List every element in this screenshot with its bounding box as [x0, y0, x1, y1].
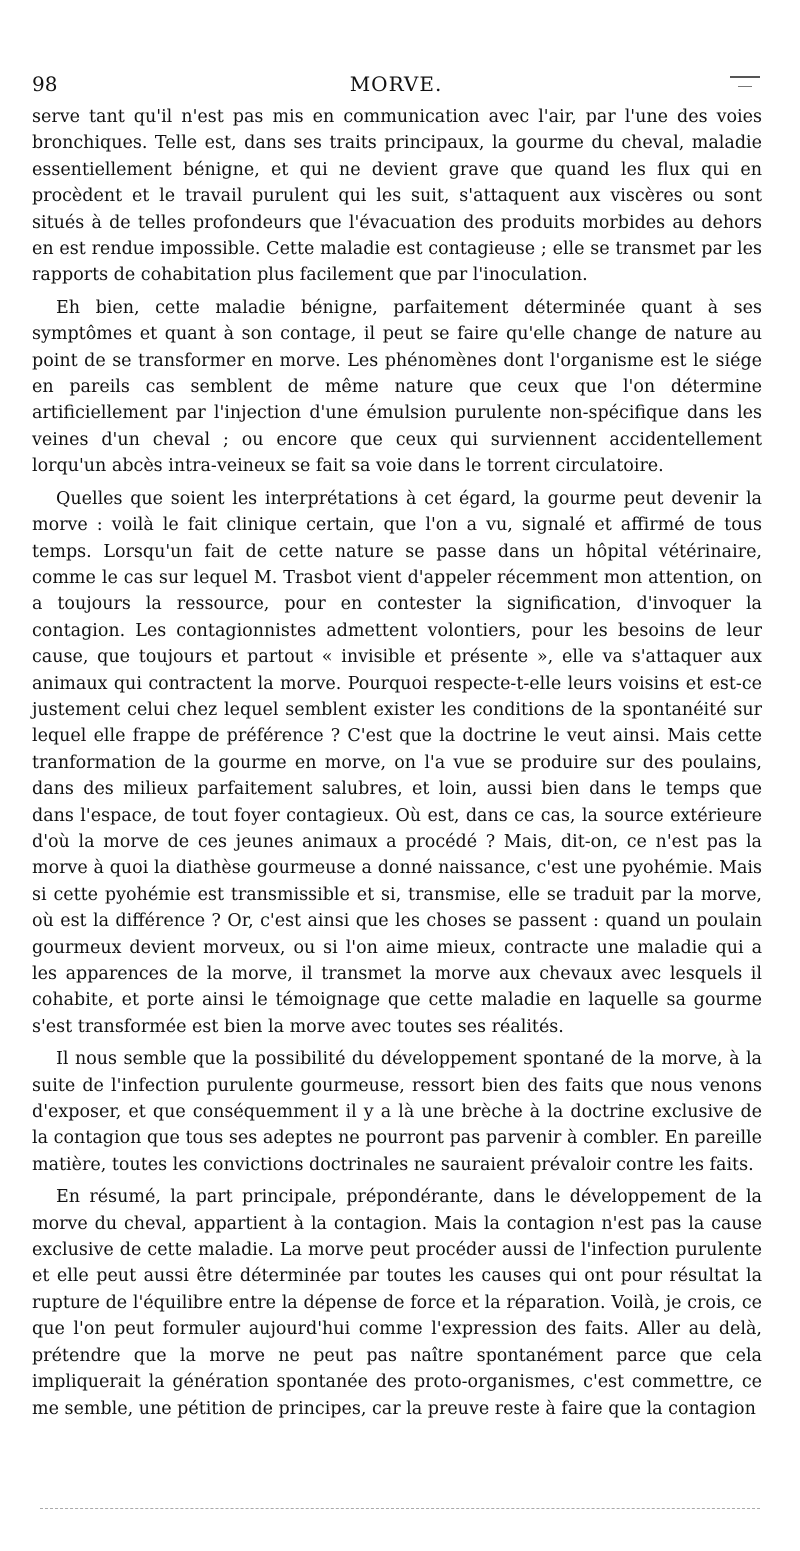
- paragraph-2: Eh bien, cette maladie bénigne, parfaitement déterminée quant à ses symptômes et quant à son contage, il peut se faire qu'elle change de nature au point de se transformer en morve. Les phénomènes dont l'organisme est le siége en pareils cas semblent de même nature que ceux que l'on détermine artificiellement par l'injection d'une émulsion purulente non-spécifique dans les veines d'un cheval ; ou encore que ceux qui surviennent accidentellement lorqu'un abcès intra-veineux se fait sa voie dans le torrent circulatoire.: [32, 297, 762, 477]
- paragraph-1: serve tant qu'il n'est pas mis en communication avec l'air, par l'une des voies bronchiques. Telle est, dans ses traits principaux, la gourme du cheval, maladie essentiellement bénigne, et qui ne devient grave que quand les flux qui en procèdent et le travail purulent qui les suit, s'attaquent aux viscères ou sont situés à de telles profondeurs que l'évacuation des produits morbides au dehors en est rendue impossible. Cette maladie est contagieuse ; elle se transmet par les rapports de cohabitation plus facilement que par l'inoculation.: [32, 107, 762, 286]
- page-number: 98: [32, 72, 58, 96]
- paragraph-4: Il nous semble que la possibilité du développement spontané de la morve, à la suite de l'infection purulente gourmeuse, ressort bien des faits que nous venons d'exposer, et que conséquemment il y a là une brèche à la doctrine exclusive de la contagion que tous ses adeptes ne pourront pas parvenir à combler. En pareille matière, toutes les convictions doctrinales ne sauraient prévaloir contre les faits.: [32, 1049, 762, 1175]
- header-ornament: [730, 76, 760, 78]
- paragraph-5: En résumé, la part principale, prépondérante, dans le développement de la morve du cheval, appartient à la contagion. Mais la contagion n'est pas la cause exclusive de cette maladie. La morve peut procéder aussi de l'infection purulente et elle peut aussi être déterminée par toutes les causes qui ont pour résultat la rupture de l'équilibre entre la dépense de force et la réparation. Voilà, je crois, ce que l'on peut formuler aujourd'hui comme l'expression des faits. Aller au delà, prétendre que la morve ne peut pas naître spontanément parce que cela impliquerait la génération spontanée des proto-organismes, c'est commettre, ce me semble, une pétition de principes, car la preuve reste à faire que la contagion: [32, 1187, 762, 1419]
- body-text: [32, 104, 762, 1428]
- paragraph-3: Quelles que soient les interprétations à cet égard, la gourme peut devenir la morve : voilà le fait clinique certain, que l'on a vu, signalé et affirmé de tous temps. Lorsqu'un fait de cette nature se passe dans un hôpital vétérinaire, comme le cas sur lequel M. Trasbot vient d'appeler récemment mon attention, on a toujours la ressource, pour en contester la signification, d'invoquer la contagion. Les contagionnistes admettent volontiers, pour les besoins de leur cause, que toujours et partout « invisible et présente », elle va s'attaquer aux animaux qui contractent la morve. Pourquoi respecte-t-elle leurs voisins et est-ce justement celui chez lequel semblent exister les conditions de la spontanéité sur lequel elle frappe de préférence ? C'est que la doctrine le veut ainsi. Mais cette tranformation de la gourme en morve, on l'a vue se produire sur des poulains, dans des milieux parfaitement salubres, et loin, aussi bien dans le temps que dans l'espace, de tout foyer contagieux. Où est, dans ce cas, la source extérieure d'où la morve de ces jeunes animaux a procédé ? Mais, dit-on, ce n'est pas la morve à quoi la diathèse gourmeuse a donné naissance, c'est une pyohémie. Mais si cette pyohémie est transmissible et si, transmise, elle se traduit par la morve, où est la différence ? Or, c'est ainsi que les choses se passent : quand un poulain gourmeux devient morveux, ou si l'on aime mieux, contracte une maladie qui a les apparences de la morve, il transmet la morve aux chevaux avec lesquels il cohabite, et porte ainsi le témoignage que cette maladie en laquelle sa gourme s'est transformée est bien la morve avec toutes ses réalités.: [32, 488, 762, 1037]
- running-title: MORVE.: [349, 72, 443, 96]
- footer-rule: [40, 1508, 760, 1509]
- page-header: [32, 72, 760, 100]
